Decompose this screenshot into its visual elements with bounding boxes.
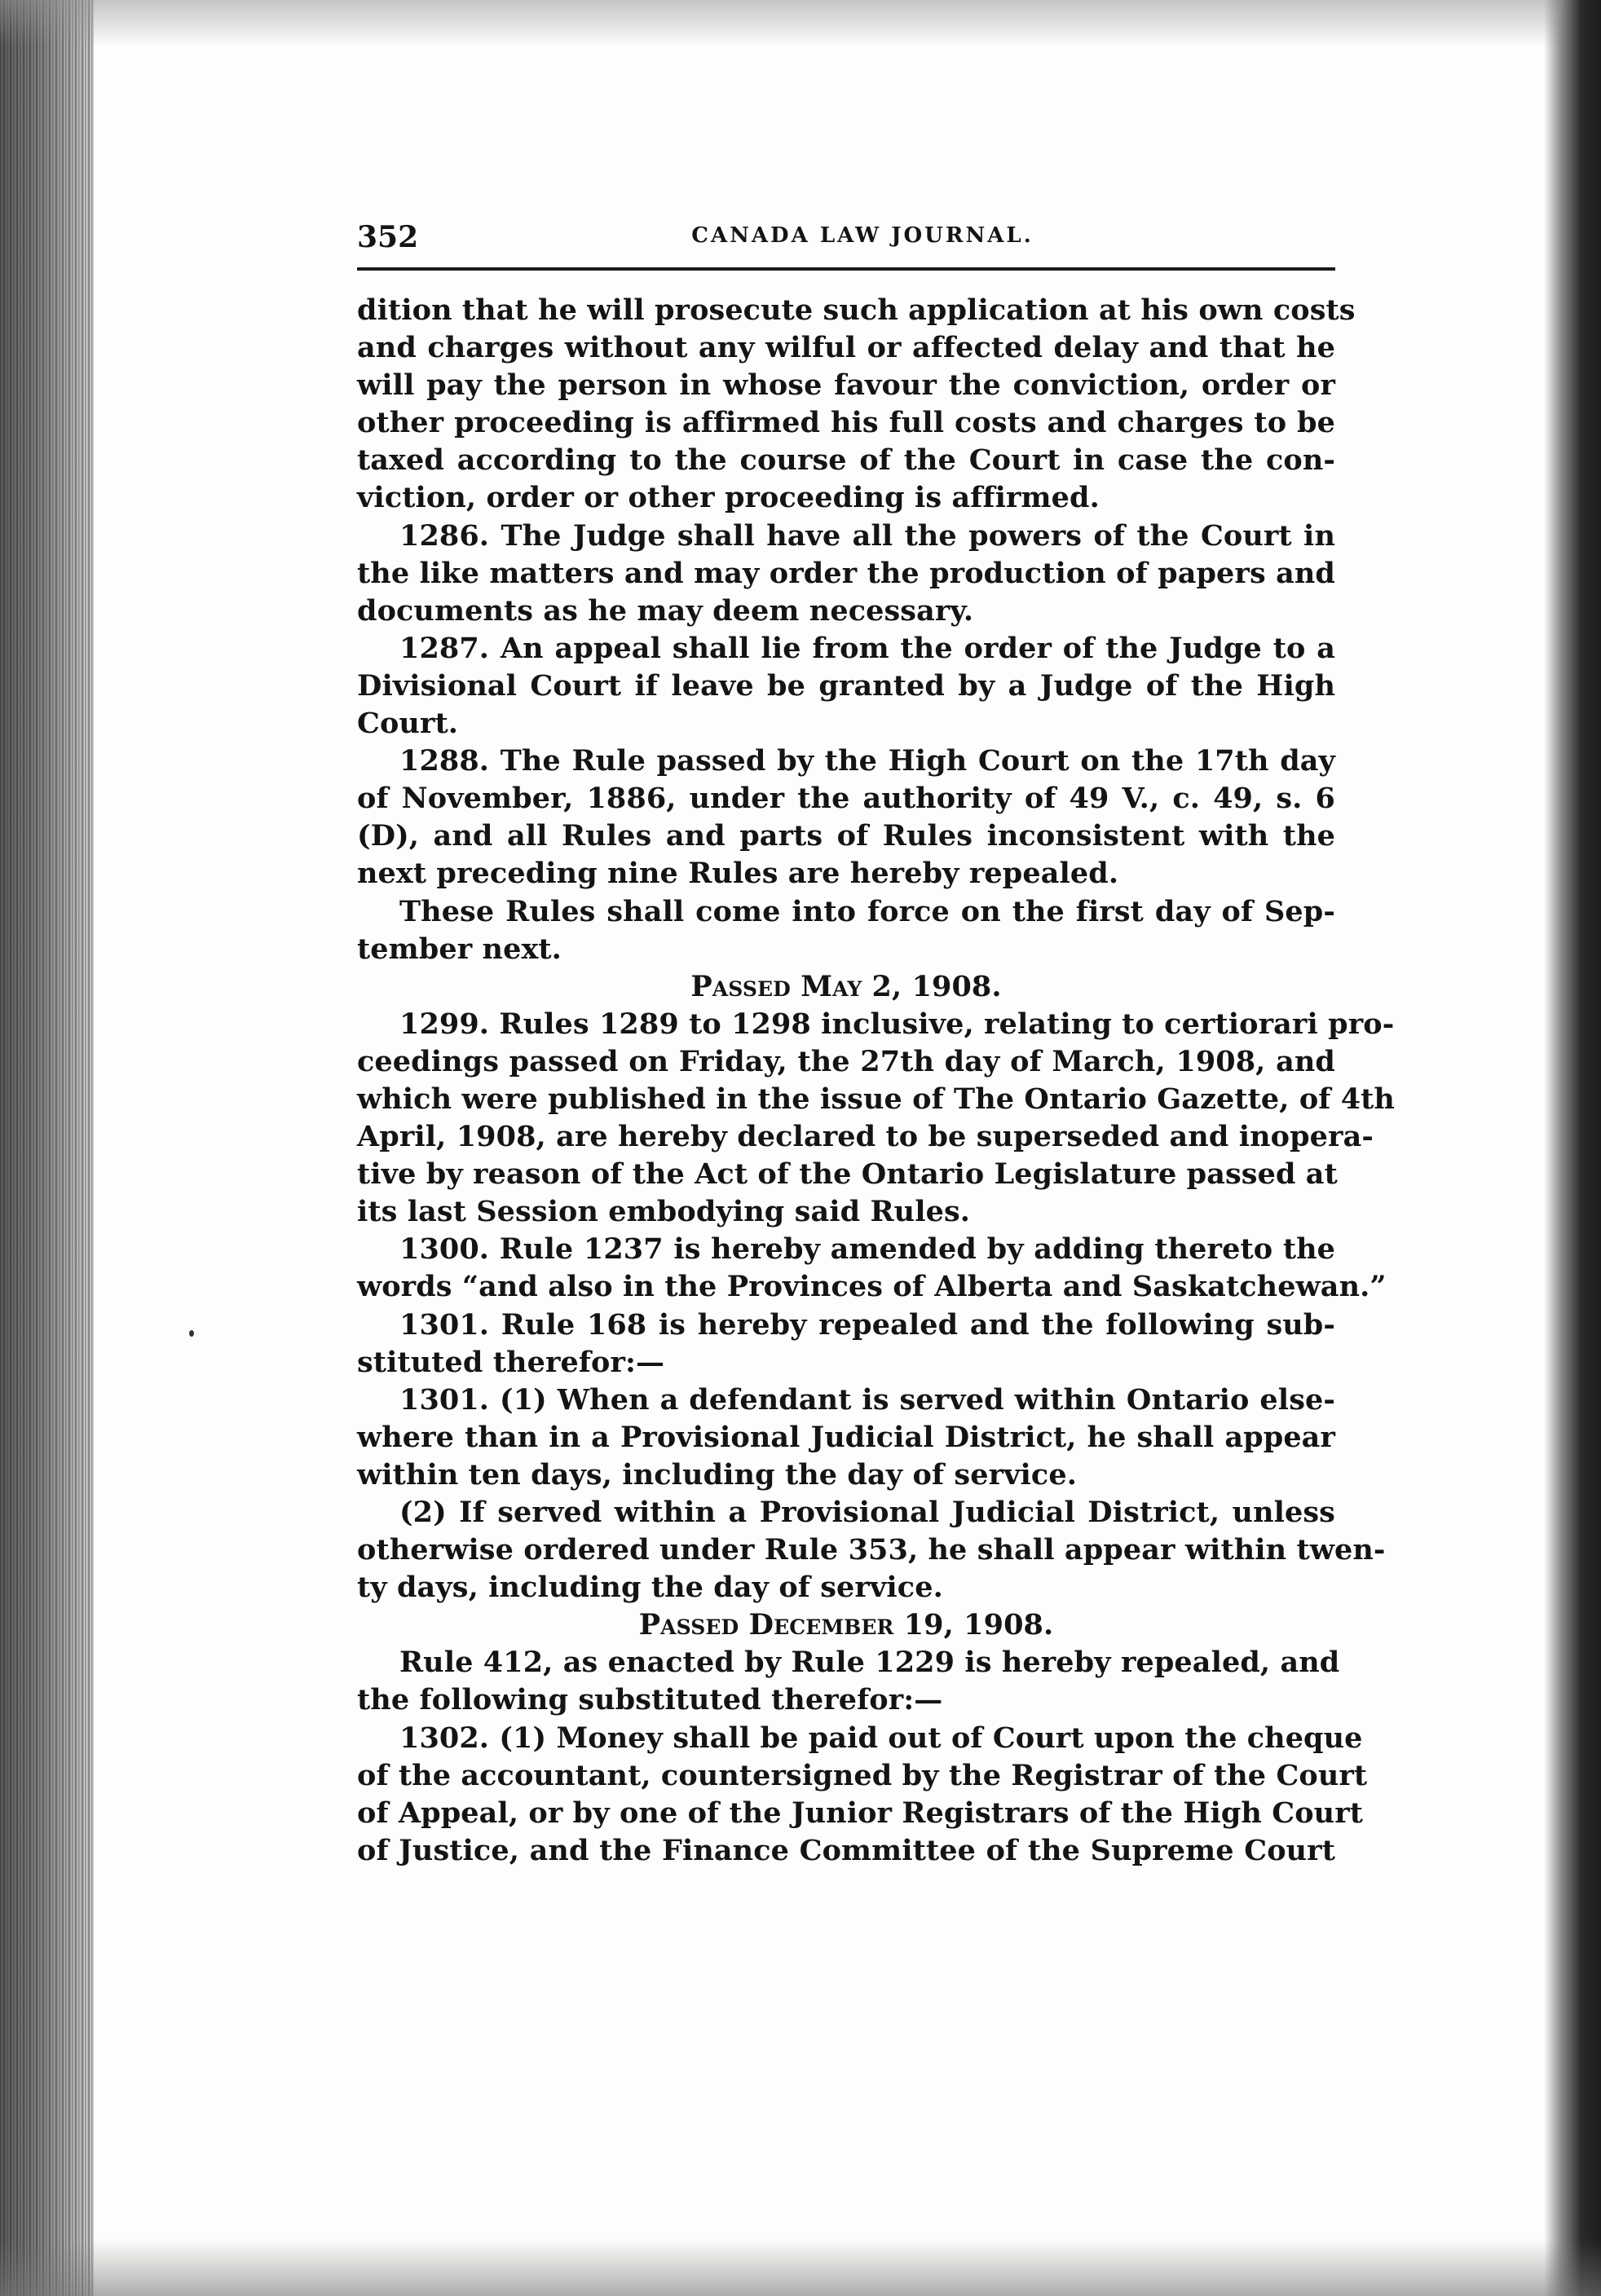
- text-line: tive by reason of the Act of the Ontario Legislature passed at: [357, 1157, 1338, 1192]
- text-line: 1301. (1) When a defendant is served within Ontario else-: [399, 1382, 1335, 1417]
- text-line: will pay the person in whose favour the conviction, order or: [357, 368, 1335, 403]
- text-line: 1299. Rules 1289 to 1298 inclusive, relating to certiorari pro-: [399, 1007, 1395, 1041]
- page-number: 352: [357, 220, 419, 254]
- text-line: 1302. (1) Money shall be paid out of Court upon the cheque: [399, 1721, 1363, 1755]
- text-line: 1300. Rule 1237 is hereby amended by adding thereto the: [399, 1232, 1335, 1267]
- scan-shadow-bottom: [0, 2239, 1601, 2296]
- section-heading: Passed May 2, 1908.: [690, 969, 1002, 1003]
- text-line: the following substituted therefor:—: [357, 1683, 943, 1717]
- scan-shadow-left: [0, 0, 94, 2296]
- text-line: within ten days, including the day of service.: [357, 1457, 1078, 1492]
- journal-page: [357, 220, 1395, 1870]
- header-rule: [357, 267, 1335, 271]
- text-line: documents as he may deem necessary.: [357, 593, 974, 628]
- text-line: Rule 412, as enacted by Rule 1229 is hereby repealed, and: [399, 1646, 1340, 1680]
- scan-shadow-top: [0, 0, 1601, 47]
- scan-shadow-right: [1544, 0, 1601, 2296]
- text-line: ceedings passed on Friday, the 27th day of March, 1908, and: [357, 1044, 1335, 1078]
- text-line: words “and also in the Provinces of Alberta and Saskatchewan.”: [357, 1270, 1387, 1304]
- text-line: and charges without any wilful or affected delay and that he: [357, 331, 1335, 365]
- section-heading: Passed December 19, 1908.: [638, 1608, 1054, 1642]
- text-line: of Appeal, or by one of the Junior Registrars of the High Court: [357, 1796, 1363, 1830]
- text-line: the like matters and may order the production of papers and: [357, 556, 1335, 590]
- text-line: otherwise ordered under Rule 353, he shall appear within twen-: [357, 1533, 1386, 1567]
- text-line: stituted therefor:—: [357, 1345, 665, 1379]
- text-line: Court.: [357, 707, 459, 741]
- page-header: [357, 220, 1335, 256]
- text-line: taxed according to the course of the Court in case the con-: [357, 443, 1335, 478]
- text-line: viction, order or other proceeding is affirmed.: [357, 481, 1100, 515]
- text-line: 1287. An appeal shall lie from the order of the Judge to a: [399, 631, 1335, 665]
- ink-speck: [189, 1330, 194, 1337]
- text-line: 1286. The Judge shall have all the powers of the Court in: [399, 518, 1335, 553]
- text-line: of November, 1886, under the authority of 49 V., c. 49, s. 6: [357, 782, 1335, 816]
- text-line: where than in a Provisional Judicial District, he shall appear: [357, 1420, 1335, 1454]
- running-head: CANADA LAW JOURNAL.: [691, 223, 1034, 248]
- text-line: of Justice, and the Finance Committee of the Supreme Court: [357, 1833, 1335, 1867]
- text-line: (2) If served within a Provisional Judicial District, unless: [399, 1496, 1335, 1529]
- text-line: of the accountant, countersigned by the Registrar of the Court: [357, 1758, 1368, 1792]
- text-line: These Rules shall come into force on the first day of Sep-: [399, 894, 1335, 928]
- text-line: which were published in the issue of The Ontario Gazette, of 4th: [357, 1082, 1395, 1116]
- text-line: April, 1908, are hereby declared to be superseded and inopera-: [357, 1120, 1374, 1154]
- text-line: its last Session embodying said Rules.: [357, 1195, 971, 1229]
- text-line: dition that he will prosecute such application at his own costs: [357, 293, 1356, 327]
- page-body: [357, 292, 1395, 1870]
- text-line: next preceding nine Rules are hereby repealed.: [357, 857, 1119, 891]
- text-line: other proceeding is affirmed his full costs and charges to be: [357, 406, 1335, 440]
- text-line: tember next.: [357, 932, 562, 966]
- text-line: Divisional Court if leave be granted by a Judge of the High: [357, 668, 1335, 703]
- text-line: ty days, including the day of service.: [357, 1571, 943, 1605]
- text-line: 1301. Rule 168 is hereby repealed and the following sub-: [399, 1307, 1335, 1342]
- text-line: (D), and all Rules and parts of Rules inconsistent with the: [357, 819, 1335, 853]
- text-line: 1288. The Rule passed by the High Court on the 17th day: [399, 744, 1335, 778]
